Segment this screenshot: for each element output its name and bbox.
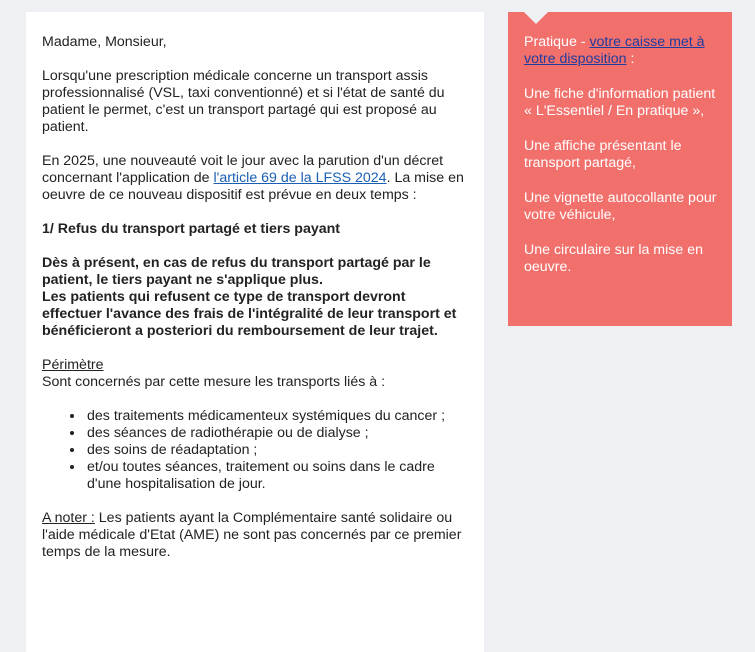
sidebar-heading [524, 34, 718, 68]
greeting: Madame, Monsieur, [42, 34, 167, 50]
note-text: Les patients ayant la Complémentaire santé solidaire ou l'aide médicale d'Etat (AME) ne sont pas concernés par ce premier temps de la mesure. [42, 510, 462, 560]
transport-list [42, 408, 468, 493]
note-label: A noter : [42, 510, 95, 526]
bold-announcement [42, 255, 468, 340]
sidebar-suffix: : [626, 51, 635, 67]
list-item: • des soins de réadaptation ; [85, 442, 468, 459]
sidebar-item: Une circulaire sur la mise en oeuvre. [524, 242, 703, 275]
list-item: • des traitements médicamenteux systémiques du cancer ; [85, 408, 468, 425]
news-paragraph [42, 153, 468, 204]
bold-line-1: Dès à présent, en cas de refus du transport partagé par le patient, le tiers payant ne s'applique plus. [42, 255, 431, 288]
bold-line-2: Les patients qui refusent ce type de transport devront effectuer l'avance des frais de l'intégralité de leur transport et bénéficieront a posteriori du remboursement de leur trajet. [42, 289, 457, 339]
sidebar-item: Une vignette autocollante pour votre véhicule, [524, 190, 717, 223]
letter-panel [26, 12, 484, 652]
sidebar-item: Une fiche d'information patient « L'Essentiel / En pratique », [524, 86, 716, 119]
sidebar-notch [524, 12, 548, 24]
caisse-link[interactable]: votre caisse met à votre disposition [524, 34, 705, 67]
practical-sidebar [508, 12, 732, 326]
perimetre-label: Périmètre [42, 357, 104, 373]
section-title: 1/ Refus du transport partagé et tiers payant [42, 221, 341, 237]
news-text-after: . La mise en oeuvre de ce nouveau dispositif est prévue en deux temps : [42, 170, 464, 203]
lfss-article-link[interactable]: l'article 69 de la LFSS 2024 [213, 170, 387, 186]
sidebar-item: Une affiche présentant le transport partagé, [524, 138, 682, 171]
list-item: • et/ou toutes séances, traitement ou soins dans le cadre d'une hospitalisation de jour. [85, 459, 468, 493]
perimetre-text: Sont concernés par cette mesure les transports liés à : [42, 374, 386, 390]
perimetre-block [42, 357, 468, 391]
list-item: • des séances de radiothérapie ou de dialyse ; [85, 425, 468, 442]
sidebar-prefix: Pratique - [524, 34, 590, 50]
note-paragraph [42, 510, 468, 561]
news-text-before: En 2025, une nouveauté voit le jour avec la parution d'un décret concernant l'application de [42, 153, 444, 186]
intro-paragraph: Lorsqu'une prescription médicale concerne un transport assis professionnalisé (VSL, taxi conventionné) et si l'état de santé du patient le permet, c'est un transport partagé qui est proposé au patient. [42, 68, 445, 135]
